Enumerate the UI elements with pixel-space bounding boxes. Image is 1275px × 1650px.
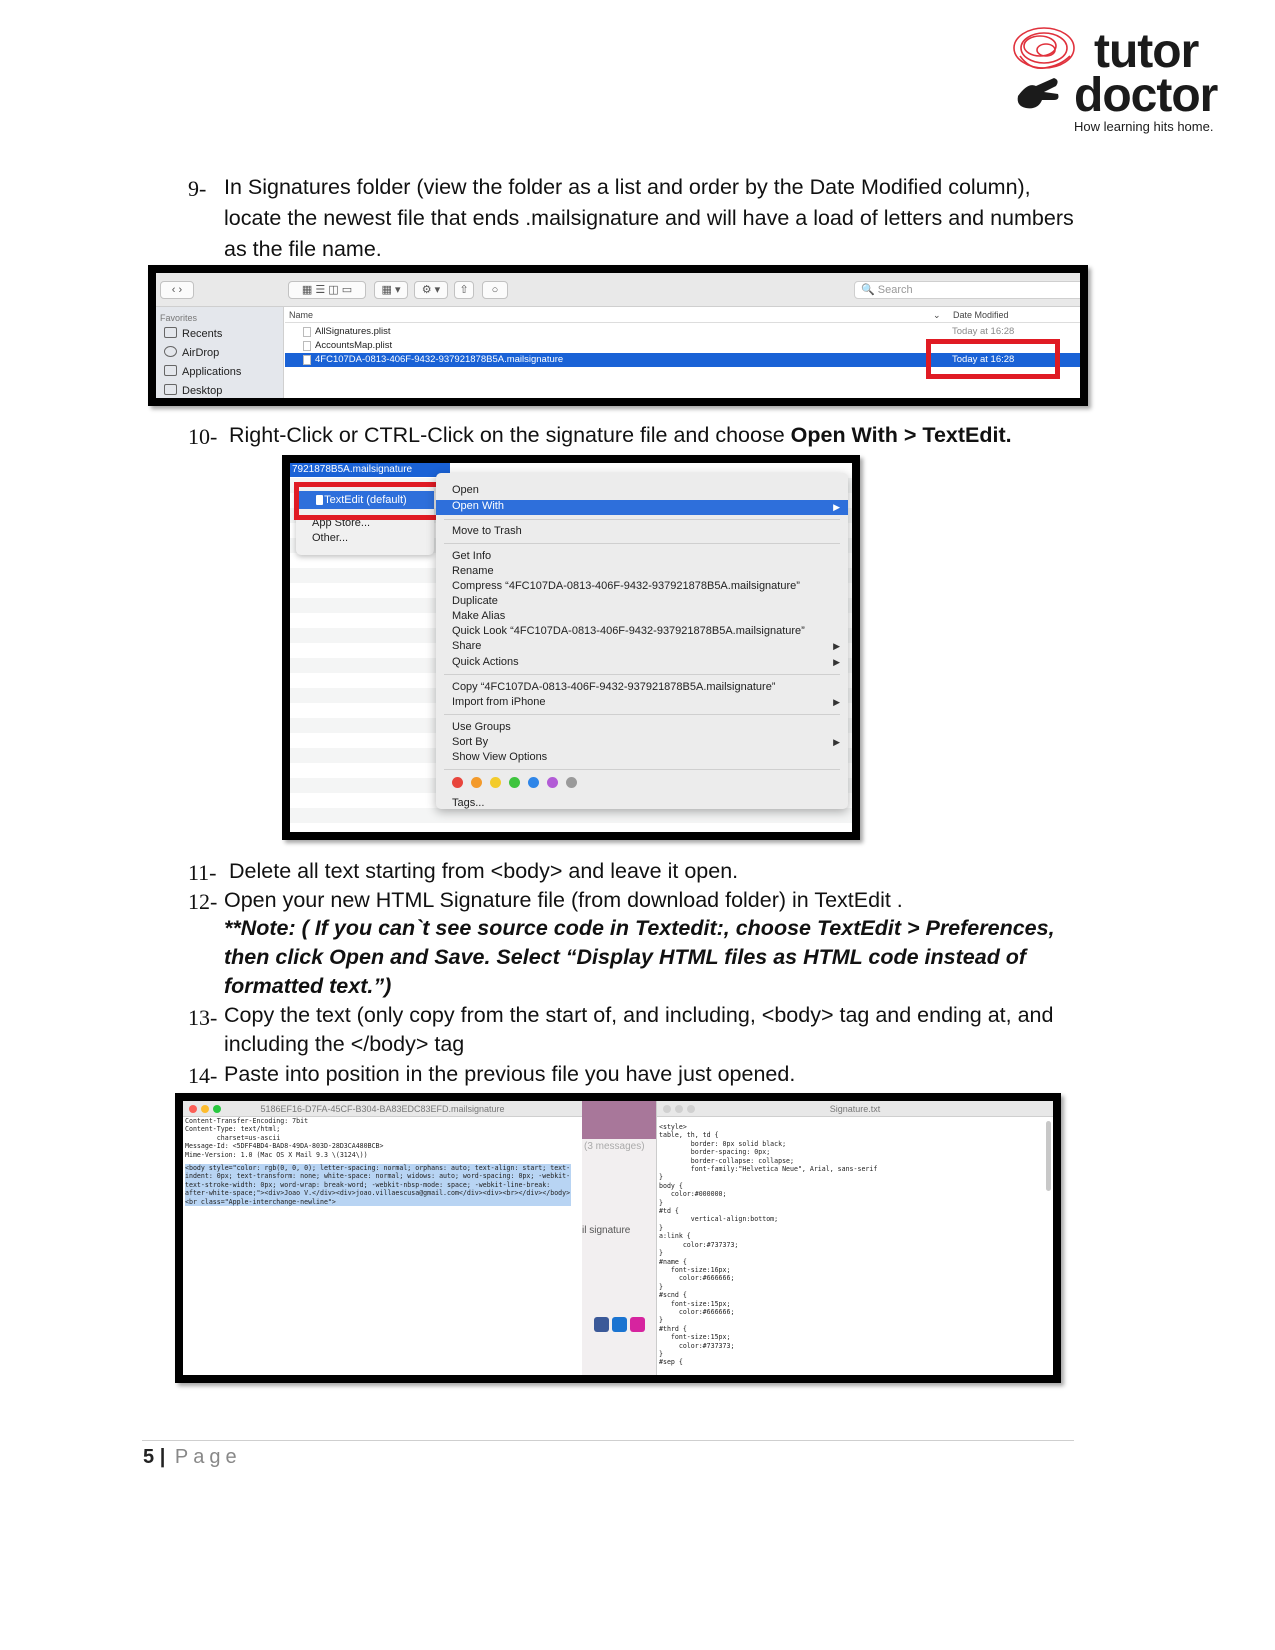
close-icon[interactable] [663,1105,671,1113]
textedit-highlight-box [294,482,444,520]
message-count: (3 messages) [584,1141,645,1152]
step-number: 13- [188,1005,218,1030]
logo-word-tutor: tutor [1094,25,1199,78]
step-number: 14- [188,1063,218,1088]
step-text: In Signatures folder (view the folder as a list and order by the Date Modified column), locate the newest file that ends .mailsignature and will have a load of letters and numbers as the file name. [224,175,1074,261]
file-name: AllSignatures.plist [315,326,391,337]
menu-separator [444,543,840,544]
gear-icon[interactable]: ⚙ ▾ [414,281,448,299]
applications-icon [164,365,177,376]
selected-file-row[interactable]: 7921878B5A.mailsignature [290,463,450,477]
file-row[interactable] [285,325,1080,339]
menu-item[interactable]: Quick Look “4FC107DA-0813-406F-9432-937921878B5A.mailsignature” [452,625,805,637]
step-text-plain: Right-Click or CTRL-Click on the signature file and choose [229,423,791,447]
back-forward-buttons[interactable]: ‹ › [160,281,194,299]
background-mail-window [582,1101,656,1375]
menu-label: Import from iPhone [452,696,546,708]
sidebar-label: Desktop [182,385,223,397]
hand-icon [1014,76,1062,112]
file-date: Today at 16:28 [952,354,1015,365]
column-headers [285,307,1080,323]
menu-item-sort-by[interactable] [452,736,848,748]
column-name[interactable]: Name [289,310,314,320]
menu-item-share[interactable] [452,640,848,652]
menu-item-open-with[interactable] [436,500,848,515]
search-input[interactable]: 🔍 Search [854,281,1088,299]
menu-item[interactable]: Get Info [452,550,492,562]
zoom-icon[interactable] [213,1105,221,1113]
step-text: Open your new HTML Signature file (from download folder) in TextEdit . [224,888,903,912]
clock-icon [164,327,177,338]
finder-sidebar [156,307,284,398]
mail-headers[interactable]: Content-Transfer-Encoding: 7bit Content-Type: text/html; charset=us-ascii Message-Id: <5DFF4BD4-BAD8-49DA-803D-28D3CA480BCB> Mime-Version: 1.0 (Mac OS X Mail 9.3 \(3124\)) [185,1117,384,1159]
logo-tagline: How learning hits home. [1074,119,1214,134]
step-text [229,420,1074,451]
menu-item[interactable]: Rename [452,565,494,577]
step-number: 12- [188,889,218,914]
sidebar-label: Applications [182,366,242,378]
tag-icon[interactable]: ○ [482,281,508,299]
submenu-arrow-icon: ▶ [833,502,840,512]
selected-body-code[interactable]: <body style="color: rgb(0, 0, 0); letter-spacing: normal; orphans: auto; text-align: start; text-indent: 0px; text-transform: none; white-space: normal; widows: auto; word-spacing: 0px; -webkit-text-stroke-width: 0px; word-wrap: break-word; -webkit-nbsp-mode: space; -webkit-line-break: after-white-space;"><div>Joao V.</div><div>joao.villaescusa@gmail.com</div><div><br></div></body><br class="Apple-interchange-newline"> [185,1164,571,1206]
file-icon [303,327,311,337]
menu-item[interactable]: Compress “4FC107DA-0813-406F-9432-937921878B5A.mailsignature” [452,580,800,592]
submenu-item[interactable]: App Store... [312,517,371,529]
step-text: Delete all text starting from <body> and leave it open. [229,859,739,883]
textedit-window-left [183,1101,582,1375]
submenu-arrow-icon: ▶ [833,737,840,747]
sidebar-item-recents[interactable] [164,327,222,340]
facebook-icon [594,1317,609,1332]
share-icon[interactable]: ⇧ [454,281,474,299]
step-note: **Note: ( If you can`t see source code in Textedit:, choose TextEdit > Preferences, then click Open and Save. Select “Display HTML files as HTML code instead of formatted text.”) [224,916,1055,998]
sidebar-label: Recents [182,328,223,340]
submenu-arrow-icon: ▶ [833,641,840,651]
window-titlebar [657,1101,1053,1117]
submenu-arrow-icon: ▶ [833,697,840,707]
step-number: 11- [188,860,217,885]
menu-separator [444,714,840,715]
menu-item[interactable]: Use Groups [452,721,511,733]
menu-separator [444,674,840,675]
minimize-icon[interactable] [201,1105,209,1113]
date-highlight-box [926,339,1060,379]
context-menu [436,473,848,809]
sidebar-item-airdrop[interactable] [164,346,219,359]
file-name: AccountsMap.plist [315,340,393,351]
menu-item[interactable]: Open [452,484,479,496]
step-text: Copy the text (only copy from the start of, and including, <body> tag and ending at, and including the </body> tag [224,1003,1054,1056]
airdrop-icon [164,346,177,357]
textedit-screenshot [175,1093,1061,1383]
tag-color-dot[interactable] [528,777,539,788]
tag-color-dot[interactable] [471,777,482,788]
step-number: 9- [188,176,207,201]
desktop-icon [164,384,177,395]
submenu-label: TextEdit (default) [324,494,407,506]
menu-item-quick-actions[interactable] [452,656,848,668]
menu-item[interactable]: Copy “4FC107DA-0813-406F-9432-937921878B5A.mailsignature” [452,681,776,693]
file-icon [303,355,311,365]
group-button[interactable]: ▦ ▾ [374,281,408,299]
window-titlebar [183,1101,582,1117]
page-separator: | [159,1446,166,1468]
menu-separator [444,769,840,770]
window-title: Signature.txt [829,1104,881,1114]
menu-item[interactable]: Duplicate [452,595,498,607]
textedit-window-right [656,1101,1053,1375]
step-number: 10- [188,424,218,449]
tag-color-dot[interactable] [490,777,501,788]
zoom-icon[interactable] [687,1105,695,1113]
menu-label: Quick Actions [452,656,519,668]
submenu-arrow-icon: ▶ [833,657,840,667]
tag-color-dot[interactable] [547,777,558,788]
window-title: 5186EF16-D7FA-45CF-B304-BA83EDC83EFD.mailsignature [260,1104,505,1114]
messenger-icon [612,1317,627,1332]
file-name: 4FC107DA-0813-406F-9432-937921878B5A.mailsignature [315,354,564,365]
tag-color-dot[interactable] [566,777,577,788]
menu-label: Open With [452,500,504,512]
menu-item-tags[interactable]: Tags... [452,797,485,809]
page-footer [143,1446,242,1469]
menu-label: Share [452,640,482,652]
page-number: 5 [143,1446,155,1468]
sidebar-item-applications[interactable] [164,365,241,378]
sidebar-label: AirDrop [182,347,220,359]
sidebar-item-desktop[interactable] [164,384,222,397]
step-text-bold: Open With > TextEdit. [790,423,1012,447]
sidebar-header: Favorites [160,313,198,323]
file-date: Today at 16:28 [952,326,1015,337]
file-icon [303,341,311,351]
step-text: Paste into position in the previous file you have just opened. [224,1062,796,1086]
tag-color-dot[interactable] [452,777,463,788]
finder-screenshot [148,265,1088,406]
signature-label: il signature [582,1225,631,1236]
menu-item[interactable]: Move to Trash [452,525,522,537]
page-label: Page [174,1446,242,1468]
sort-chevron-icon: ⌄ [933,310,941,320]
tutor-doctor-logo [1010,26,1240,136]
menu-label: Sort By [452,736,489,748]
mail-header-bar [582,1101,656,1139]
footer-rule [142,1440,1074,1441]
submenu-item[interactable]: Other... [312,532,349,544]
search-placeholder: Search [877,284,913,296]
tag-color-dot[interactable] [509,777,520,788]
menu-item[interactable]: Make Alias [452,610,506,622]
view-mode-buttons[interactable]: ▦ ☰ ◫ ▭ [288,281,366,299]
menu-separator [444,519,840,520]
scrollbar[interactable] [1046,1121,1051,1191]
context-menu-screenshot [282,455,860,840]
column-date-modified[interactable]: Date Modified [953,310,1009,320]
close-icon[interactable] [189,1105,197,1113]
finder-toolbar [156,273,1080,307]
menu-item-import[interactable] [452,696,848,708]
signature-css-code[interactable]: <style> table, th, td { border: 0px solid black; border-spacing: 0px; border-collapse: collapse; font-family:"Helvetica Neue", Arial, sans-serif } body { color:#000000; } #td { vertical-align:bottom; } a:link { color:#737373; } #name { font-size:16px; color:#666666; } #scnd { font-size:15px; color:#666666; } #thrd { font-size:15px; color:#737373; } #sep { [659,1123,878,1367]
menu-item[interactable]: Show View Options [452,751,548,763]
instagram-icon [630,1317,645,1332]
minimize-icon[interactable] [675,1105,683,1113]
logo-word-doctor: doctor [1074,69,1218,122]
